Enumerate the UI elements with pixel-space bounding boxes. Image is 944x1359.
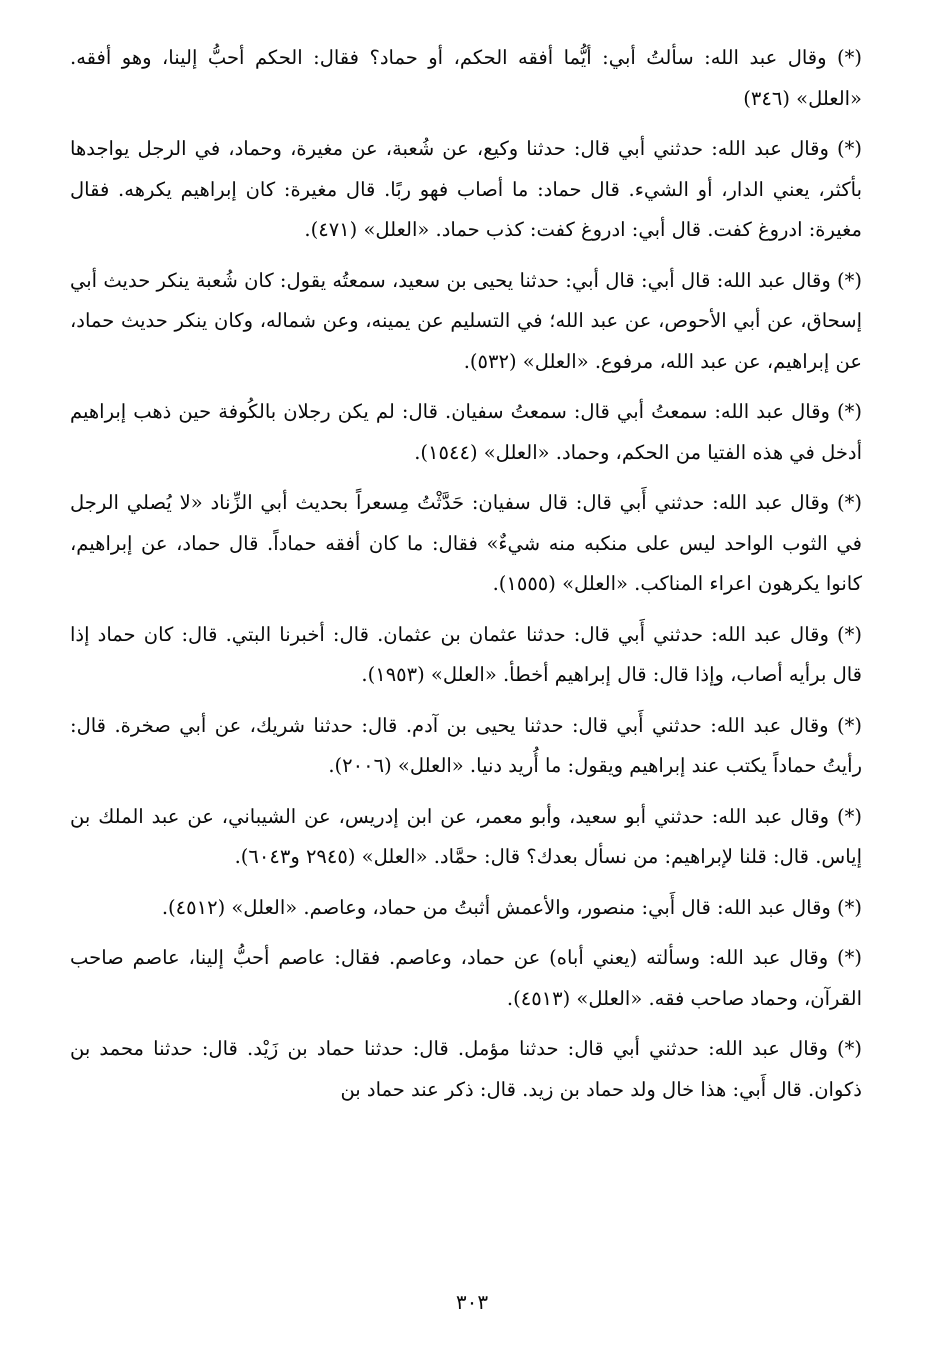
- narration-paragraph-11: (*) وقال عبد الله: حدثني أبي قال: حدثنا مؤمل. قال: حدثنا حماد بن زَيْد. قال: حدثنا محمد بن ذكوان. قال أَبي: هذا خال ولد حماد بن زيد. قال: ذكر عند حماد بن: [70, 1037, 862, 1101]
- narration-paragraph-7: (*) وقال عبد الله: حدثني أَبي قال: حدثنا يحيى بن آدم. قال: حدثنا شريك، عن أبي صخرة. قال: رأيتُ حماداً يكتب عند إبراهيم ويقول: ما أُريد دنيا. «العلل» (٢٠٠٦).: [70, 713, 862, 777]
- narration-paragraph-8: (*) وقال عبد الله: حدثني أبو سعيد، وأبو معمر، عن ابن إدريس، عن الشيباني، عن عبد الملك بن إياس. قال: قلنا لإبراهيم: من نسأل بعدك؟ قال: حمَّاد. «العلل» (٢٩٤٥ و٦٠٤٣).: [70, 804, 862, 868]
- narration-paragraph-9: (*) وقال عبد الله: قال أَبي: منصور، والأعمش أثبتُ من حماد، وعاصم. «العلل» (٤٥١٢).: [161, 895, 862, 919]
- narration-paragraph-5: (*) وقال عبد الله: حدثني أَبي قال: قال سفيان: حَدَّثْتُ مِسعراً بحديث أبي الزِّناد «لا يُصلي الرجل في الثوب الواحد ليس على منكبه منه شيءٌ» فقال: ما كان أفقه حماداً. قال حماد، عن إبراهيم، كانوا يكرهون اعراء المناكب. «العلل» (١٥٥٥).: [70, 491, 862, 595]
- narration-paragraph-2: (*) وقال عبد الله: حدثني أبي قال: حدثنا وكيع، عن شُعبة، عن مغيرة، وحماد، في الرجل يواجدها بأكثر، يعني الدار، أو الشيء. قال حماد: ما أصاب فهو ربًا. قال مغيرة: كان إبراهيم يكرهه. فقال مغيرة: ادروغ كفت. قال أبي: ادروغ كفت: كذب حماد. «العلل» (٤٧١).: [70, 137, 862, 241]
- document-page: [70, 38, 862, 1120]
- page-number: ٣٠٣: [455, 1290, 489, 1314]
- narration-paragraph-4: (*) وقال عبد الله: سمعتُ أبي قال: سمعتُ سفيان. قال: لم يكن رجلان بالكُوفة حين ذهب إبراهيم أدخل في هذه الفتيا من الحكم، وحماد. «العلل» (١٥٤٤).: [70, 400, 862, 464]
- narration-paragraph-1: (*) وقال عبد الله: سألتُ أبي: أيُّما أفقه الحكم، أو حماد؟ فقال: الحكم أحبُّ إلينا، وهو أفقه. «العلل» (٣٤٦): [70, 46, 862, 110]
- narration-paragraph-6: (*) وقال عبد الله: حدثني أَبي قال: حدثنا عثمان بن عثمان. قال: أخبرنا البتي. قال: كان حماد إذا قال برأيه أصاب، وإذا قال: قال إبراهيم أخطأ. «العلل» (١٩٥٣).: [70, 622, 862, 686]
- narration-paragraph-10: (*) وقال عبد الله: وسألته (يعني أباه) عن حماد، وعاصم. فقال: عاصم أحبُّ إلينا، عاصم صاحب القرآن، وحماد صاحب فقه. «العلل» (٤٥١٣).: [70, 946, 862, 1010]
- narration-paragraph-3: (*) وقال عبد الله: قال أبي: قال أبي: حدثنا يحيى بن سعيد، سمعتُه يقول: كان شُعبة ينكر حديث أبي إسحاق، عن أبي الأحوص، عن عبد الله؛ في التسليم عن يمينه، وعن شماله، وكان ينكر حديث حماد، عن إبراهيم، عن عبد الله، مرفوع. «العلل» (٥٣٢).: [70, 268, 862, 373]
